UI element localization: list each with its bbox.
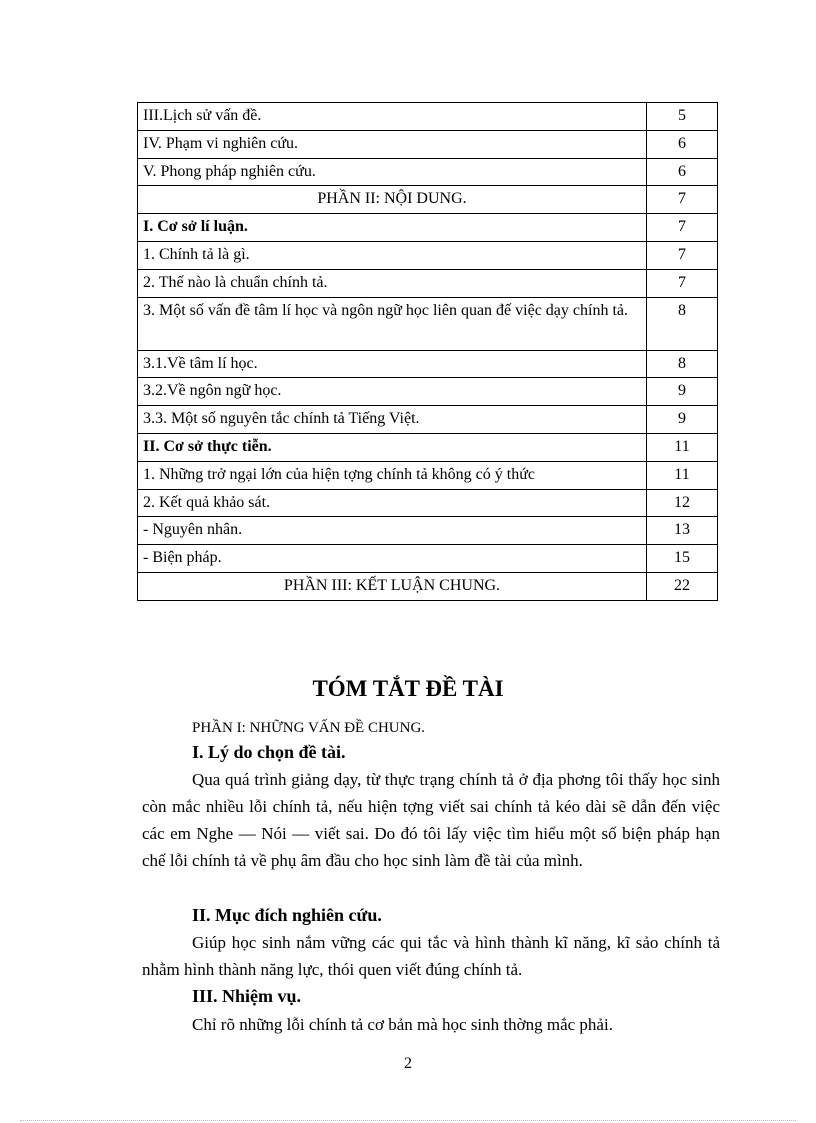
toc-entry-page: 6: [647, 130, 718, 158]
toc-entry-title: - Biện pháp.: [138, 545, 647, 573]
toc-entry-title: 3.2.Về ngôn ngữ học.: [138, 378, 647, 406]
toc-entry-title: PHẦN II: NỘI DUNG.: [138, 186, 647, 214]
toc-row: [138, 433, 718, 461]
toc-row: [138, 297, 718, 350]
toc-entry-page: 8: [647, 297, 718, 350]
toc-entry-title: 1. Những trở ngại lớn của hiện tợng chính tả không có ý thức: [138, 461, 647, 489]
toc-row: [138, 406, 718, 434]
page-edge-divider: [20, 1120, 796, 1121]
toc-entry-title: V. Phong pháp nghiên cứu.: [138, 158, 647, 186]
summary-title: TÓM TẮT ĐỀ TÀI: [312, 676, 504, 701]
toc-entry-title: 1. Chính tả là gì.: [138, 241, 647, 269]
toc-entry-title: 3.1.Về tâm lí học.: [138, 350, 647, 378]
toc-row: [138, 186, 718, 214]
toc-row: [138, 103, 718, 131]
paragraph-purpose: Giúp học sinh nắm vững các qui tắc và hình thành kĩ năng, kĩ sảo chính tả nhằm hình thành năng lực, thói quen viết đúng chính tả.: [142, 933, 720, 979]
toc-entry-title: 3.3. Một số nguyên tắc chính tả Tiếng Việt.: [138, 406, 647, 434]
paragraph-reason: Qua quá trình giảng dạy, từ thực trạng chính tả ở địa phơng tôi thấy học sinh còn mắc nhiều lỗi chính tả, nếu hiện tợng viết sai chính tả kéo dài sẽ dẫn đến việc các em Nghe — Nói — viết sai. Do đó tôi lấy việc tìm hiểu một số biện pháp hạn chế lỗi chính tả về phụ âm đầu cho học sinh làm đề tài của mình.: [142, 770, 720, 870]
toc-entry-page: 9: [647, 406, 718, 434]
toc-entry-page: 9: [647, 378, 718, 406]
toc-row: [138, 269, 718, 297]
toc-entry-page: 7: [647, 241, 718, 269]
paragraph-tasks: Chỉ rõ những lỗi chính tả cơ bản mà học sinh thờng mắc phải.: [192, 1015, 613, 1034]
toc-entry-page: 7: [647, 214, 718, 242]
toc-row: [138, 130, 718, 158]
toc-entry-title: IV. Phạm vi nghiên cứu.: [138, 130, 647, 158]
toc-row: [138, 158, 718, 186]
toc-entry-title: 2. Thế nào là chuẩn chính tả.: [138, 269, 647, 297]
section-heading-reason: I. Lý do chọn đề tài.: [192, 742, 346, 762]
toc-entry-page: 13: [647, 517, 718, 545]
toc-entry-title: II. Cơ sở thực tiễn.: [138, 433, 647, 461]
toc-entry-page: 22: [647, 572, 718, 600]
toc-entry-page: 8: [647, 350, 718, 378]
toc-entry-title: I. Cơ sở lí luận.: [138, 214, 647, 242]
toc-row: [138, 489, 718, 517]
toc-row: [138, 241, 718, 269]
toc-entry-page: 11: [647, 433, 718, 461]
toc-entry-title: 2. Kết quả khảo sát.: [138, 489, 647, 517]
toc-entry-title: - Nguyên nhân.: [138, 517, 647, 545]
table-of-contents: [137, 102, 718, 601]
toc-entry-title: III.Lịch sử vấn đề.: [138, 103, 647, 131]
toc-row: [138, 517, 718, 545]
toc-entry-page: 11: [647, 461, 718, 489]
toc-entry-page: 7: [647, 186, 718, 214]
toc-entry-page: 15: [647, 545, 718, 573]
toc-entry-page: 5: [647, 103, 718, 131]
toc-entry-page: 6: [647, 158, 718, 186]
toc-row: [138, 461, 718, 489]
page-number: 2: [404, 1055, 412, 1072]
section-heading-purpose: II. Mục đích nghiên cứu.: [192, 905, 382, 925]
section-heading-tasks: III. Nhiệm vụ.: [192, 986, 302, 1006]
toc-entry-page: 12: [647, 489, 718, 517]
toc-row: [138, 350, 718, 378]
toc-entry-title: 3. Một số vấn đề tâm lí học và ngôn ngữ học liên quan đế việc dạy chính tả.: [138, 297, 647, 350]
toc-row: [138, 214, 718, 242]
toc-row: [138, 572, 718, 600]
toc-row: [138, 378, 718, 406]
toc-entry-page: 7: [647, 269, 718, 297]
toc-row: [138, 545, 718, 573]
part-heading: PHẦN I: NHỮNG VẤN ĐỀ CHUNG.: [192, 720, 426, 736]
toc-entry-title: PHẦN III: KẾT LUẬN CHUNG.: [138, 572, 647, 600]
